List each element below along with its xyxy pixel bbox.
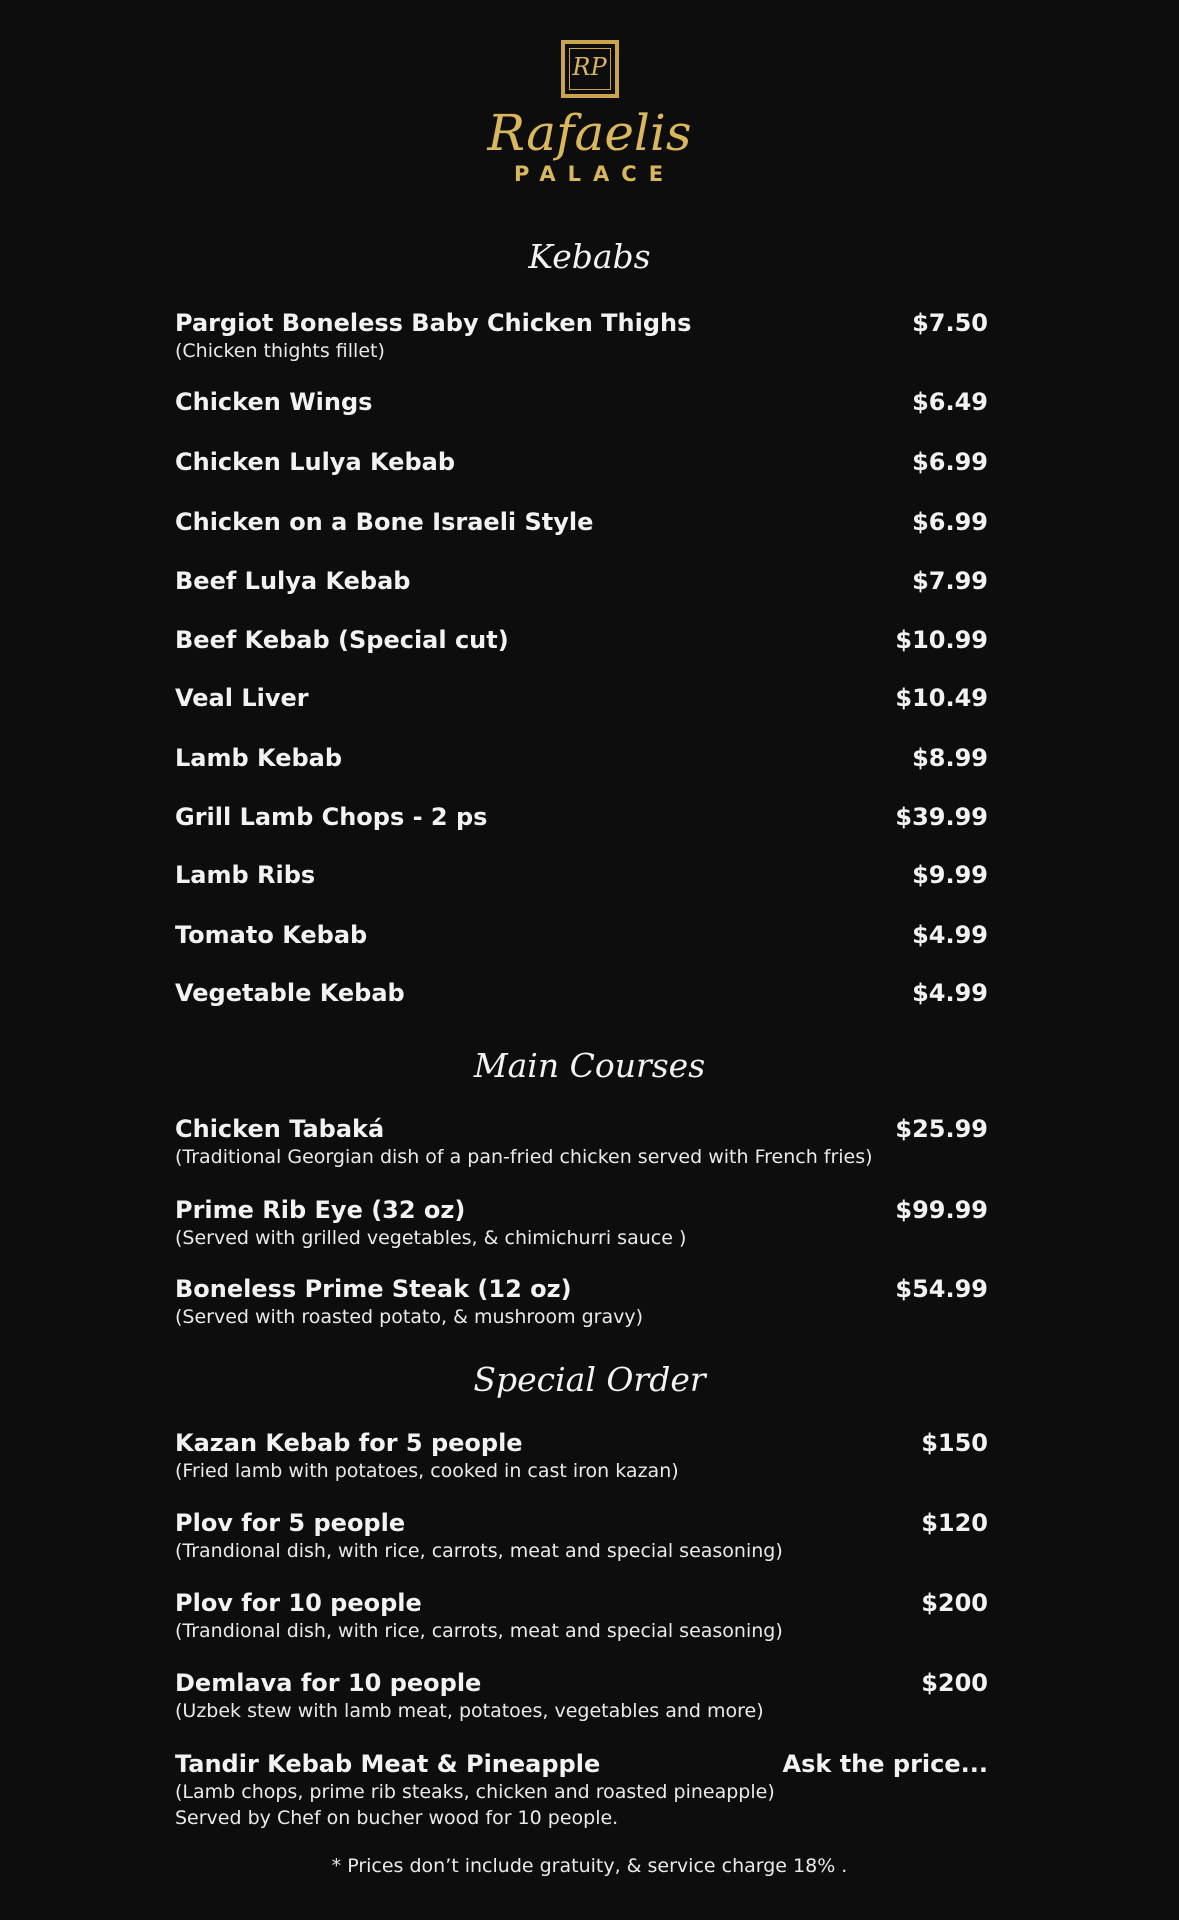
item-name: Kazan Kebab for 5 people bbox=[175, 1429, 523, 1457]
menu-item bbox=[175, 625, 988, 655]
menu-item bbox=[175, 1195, 988, 1251]
item-price: $200 bbox=[921, 1589, 988, 1617]
menu-item bbox=[175, 387, 988, 417]
item-price: $7.99 bbox=[912, 567, 988, 595]
menu-item bbox=[175, 1668, 988, 1724]
brand-subtitle: PALACE bbox=[513, 162, 676, 186]
item-price: $54.99 bbox=[895, 1275, 988, 1303]
menu-item bbox=[175, 920, 988, 950]
section-title-kebabs: Kebabs bbox=[528, 237, 651, 276]
item-name: Demlava for 10 people bbox=[175, 1669, 482, 1697]
item-price: $150 bbox=[921, 1429, 988, 1457]
item-price: $120 bbox=[921, 1509, 988, 1537]
item-price: $6.99 bbox=[912, 448, 988, 476]
item-price: $8.99 bbox=[912, 744, 988, 772]
menu-item bbox=[175, 507, 988, 537]
menu-item bbox=[175, 1588, 988, 1644]
menu-item bbox=[175, 978, 988, 1008]
logo-monogram-icon bbox=[561, 40, 619, 98]
menu-item bbox=[175, 1274, 988, 1330]
item-name: Lamb Ribs bbox=[175, 861, 316, 889]
item-description: (Traditional Georgian dish of a pan-fried chicken served with French fries) bbox=[175, 1146, 873, 1168]
item-price: $10.49 bbox=[895, 684, 988, 712]
item-name: Tomato Kebab bbox=[175, 921, 368, 949]
menu-item bbox=[175, 743, 988, 773]
item-price: $99.99 bbox=[895, 1196, 988, 1224]
section-title-special-order: Special Order bbox=[473, 1360, 706, 1399]
item-name: Lamb Kebab bbox=[175, 744, 343, 772]
menu-item bbox=[175, 566, 988, 596]
menu-item bbox=[175, 447, 988, 477]
item-name: Chicken Wings bbox=[175, 388, 373, 416]
item-description: (Served with grilled vegetables, & chimichurri sauce ) bbox=[175, 1227, 687, 1249]
menu-item bbox=[175, 1508, 988, 1564]
item-description: (Served with roasted potato, & mushroom gravy) bbox=[175, 1306, 644, 1328]
item-name: Grill Lamb Chops - 2 ps bbox=[175, 803, 488, 831]
item-name: Chicken Tabaká bbox=[175, 1115, 385, 1143]
item-name: Chicken on a Bone Israeli Style bbox=[175, 508, 594, 536]
item-price: $200 bbox=[921, 1669, 988, 1697]
item-price: Ask the price... bbox=[782, 1750, 988, 1778]
menu-item bbox=[175, 308, 988, 364]
item-price: $6.99 bbox=[912, 508, 988, 536]
item-name: Veal Liver bbox=[175, 684, 309, 712]
item-price: $10.99 bbox=[895, 626, 988, 654]
item-price: $25.99 bbox=[895, 1115, 988, 1143]
item-price: $39.99 bbox=[895, 803, 988, 831]
brand-name: Rafaelis bbox=[487, 104, 692, 162]
item-name: Beef Lulya Kebab bbox=[175, 567, 411, 595]
menu-item bbox=[175, 1749, 988, 1831]
item-description: (Trandional dish, with rice, carrots, meat and special seasoning) bbox=[175, 1540, 783, 1562]
item-name: Tandir Kebab Meat & Pineapple bbox=[175, 1750, 601, 1778]
menu-item bbox=[175, 860, 988, 890]
item-name: Chicken Lulya Kebab bbox=[175, 448, 455, 476]
item-description: (Chicken thights fillet) bbox=[175, 340, 385, 362]
menu-item bbox=[175, 683, 988, 713]
section-title-main-courses: Main Courses bbox=[473, 1046, 706, 1085]
item-price: $4.99 bbox=[912, 979, 988, 1007]
item-name: Prime Rib Eye (32 oz) bbox=[175, 1196, 466, 1224]
item-name: Boneless Prime Steak (12 oz) bbox=[175, 1275, 572, 1303]
item-price: $4.99 bbox=[912, 921, 988, 949]
item-name: Plov for 5 people bbox=[175, 1509, 406, 1537]
menu-item bbox=[175, 802, 988, 832]
item-description: (Trandional dish, with rice, carrots, meat and special seasoning) bbox=[175, 1620, 783, 1642]
item-name: Plov for 10 people bbox=[175, 1589, 422, 1617]
item-price: $9.99 bbox=[912, 861, 988, 889]
item-name: Pargiot Boneless Baby Chicken Thighs bbox=[175, 309, 692, 337]
item-description: (Fried lamb with potatoes, cooked in cast iron kazan) bbox=[175, 1460, 679, 1482]
restaurant-header bbox=[0, 40, 1179, 186]
item-price: $6.49 bbox=[912, 388, 988, 416]
menu-item bbox=[175, 1428, 988, 1484]
item-description-line2: Served by Chef on bucher wood for 10 people. bbox=[175, 1807, 619, 1829]
item-description: (Lamb chops, prime rib steaks, chicken and roasted pineapple) bbox=[175, 1781, 775, 1803]
item-description: (Uzbek stew with lamb meat, potatoes, vegetables and more) bbox=[175, 1700, 764, 1722]
item-name: Beef Kebab (Special cut) bbox=[175, 626, 509, 654]
logo-monogram-text: RP bbox=[572, 53, 607, 81]
menu-item bbox=[175, 1114, 988, 1170]
item-price: $7.50 bbox=[912, 309, 988, 337]
item-name: Vegetable Kebab bbox=[175, 979, 405, 1007]
footnote: * Prices don’t include gratuity, & service charge 18% . bbox=[331, 1855, 848, 1877]
